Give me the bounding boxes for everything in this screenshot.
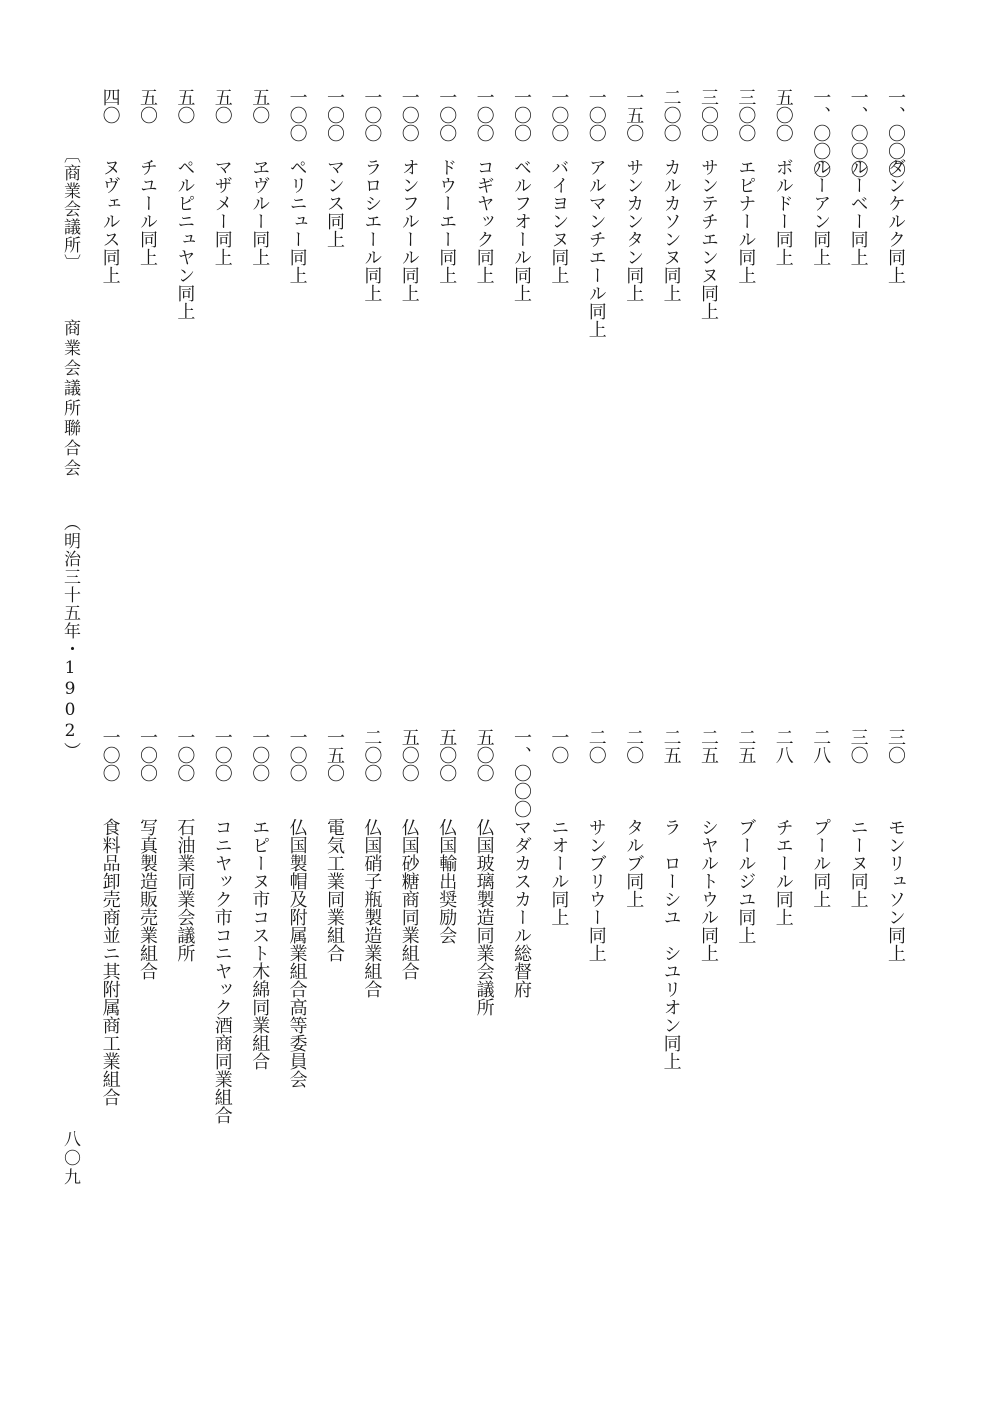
entry-name: 仏国製帽及附属業組合高等委員会 bbox=[286, 818, 308, 1088]
entry-name: ルーアン同上 bbox=[810, 158, 832, 266]
lower-entry bbox=[843, 728, 873, 1188]
entry-name: コニヤック市コニヤック酒商同業組合 bbox=[211, 818, 233, 1124]
entry-name: オンフルール同上 bbox=[398, 158, 420, 302]
entry-name: 仏国砂糖商同業組合 bbox=[398, 818, 420, 980]
upper-entry bbox=[469, 88, 499, 508]
entry-amount: 一、〇〇〇 bbox=[885, 88, 906, 178]
entry-name: モンリュソン同上 bbox=[885, 818, 906, 962]
entry-name: 電気工業同業組合 bbox=[324, 818, 345, 962]
entry-amount: 一、〇〇〇 bbox=[810, 88, 832, 178]
entry-amount: 一〇〇 bbox=[211, 728, 233, 782]
entry-name: プール同上 bbox=[810, 818, 832, 908]
page-number: 八〇九 bbox=[60, 1130, 80, 1187]
running-head bbox=[52, 146, 78, 760]
upper-entry bbox=[282, 88, 312, 508]
upper-entry bbox=[394, 88, 424, 508]
entry-amount: 一〇〇 bbox=[361, 88, 383, 142]
lower-entry bbox=[431, 728, 461, 1188]
entry-amount: 一〇〇 bbox=[511, 88, 532, 142]
entry-name: バイヨンヌ同上 bbox=[548, 158, 570, 284]
entry-amount: 五〇〇 bbox=[398, 728, 420, 782]
entry-amount: 一五〇 bbox=[623, 88, 645, 142]
entry-name: シヤルトウル同上 bbox=[698, 818, 719, 962]
entry-name: 写真製造販売業組合 bbox=[137, 818, 158, 980]
entry-name: 仏国輸出奨励会 bbox=[436, 818, 458, 944]
upper-entry bbox=[730, 88, 760, 508]
entry-amount: 二〇〇 bbox=[361, 728, 383, 782]
entry-name: カルカソンヌ同上 bbox=[660, 158, 682, 302]
upper-entry bbox=[431, 88, 461, 508]
entry-amount: 一五〇 bbox=[324, 728, 345, 782]
lower-entry bbox=[618, 728, 648, 1188]
upper-entry bbox=[356, 88, 386, 508]
entry-amount: 一〇〇 bbox=[137, 728, 158, 782]
entry-amount: 五〇 bbox=[211, 88, 233, 124]
entry-amount: 二五 bbox=[698, 728, 719, 764]
entry-name: エピナール同上 bbox=[735, 158, 757, 284]
lower-entry bbox=[506, 728, 536, 1188]
entry-amount: 一〇〇 bbox=[286, 728, 308, 782]
entry-name: ペリニュー同上 bbox=[286, 158, 308, 284]
edition-year: （明治三十五年・1902） bbox=[60, 514, 80, 760]
entry-amount: 二八 bbox=[810, 728, 832, 764]
lower-entry bbox=[132, 728, 162, 1188]
entry-amount: 一〇〇 bbox=[249, 728, 271, 782]
entry-amount: 一〇 bbox=[548, 728, 570, 764]
entry-amount: 五〇 bbox=[137, 88, 158, 124]
lower-entry bbox=[730, 728, 760, 1188]
entry-amount: 五〇〇 bbox=[772, 88, 794, 142]
entry-amount: 三〇〇 bbox=[735, 88, 757, 142]
upper-entry bbox=[543, 88, 573, 508]
lower-entry bbox=[581, 728, 611, 1188]
entry-amount: 三〇〇 bbox=[698, 88, 719, 142]
lower-entry bbox=[693, 728, 723, 1188]
entry-amount: 二五 bbox=[735, 728, 757, 764]
entry-amount: 二八 bbox=[772, 728, 794, 764]
upper-entry bbox=[768, 88, 798, 508]
lower-entry bbox=[95, 728, 125, 1188]
entry-name: アルマンチエール同上 bbox=[585, 158, 607, 338]
entry-name: ヌヴェルス同上 bbox=[99, 158, 121, 284]
lower-entry bbox=[805, 728, 835, 1188]
entry-name: チエール同上 bbox=[772, 818, 794, 926]
lower-entry bbox=[394, 728, 424, 1188]
entry-name: ニオール同上 bbox=[548, 818, 570, 926]
upper-entry bbox=[880, 88, 910, 508]
upper-entry bbox=[618, 88, 648, 508]
entry-name: ブールジユ同上 bbox=[735, 818, 757, 944]
entry-amount: 二〇〇 bbox=[660, 88, 682, 142]
upper-entry bbox=[843, 88, 873, 508]
entry-amount: 一〇〇 bbox=[286, 88, 308, 142]
entry-name: ダンケルク同上 bbox=[885, 158, 906, 284]
entry-amount: 五〇〇 bbox=[436, 728, 458, 782]
entry-amount: 五〇 bbox=[249, 88, 271, 124]
upper-entry bbox=[207, 88, 237, 508]
entry-name: マダカスカール総督府 bbox=[511, 818, 532, 998]
lower-entry bbox=[356, 728, 386, 1188]
entry-amount: 一〇〇 bbox=[548, 88, 570, 142]
entry-name: エピーヌ市コスト木綿同業組合 bbox=[249, 818, 271, 1070]
upper-entry bbox=[506, 88, 536, 508]
lower-entry bbox=[244, 728, 274, 1188]
entry-name: ペルピニュヤン同上 bbox=[174, 158, 196, 320]
publisher-name: 商業会議所聯合会 bbox=[60, 319, 80, 479]
entry-name: 仏国玻璃製造同業会議所 bbox=[473, 818, 495, 1016]
entry-name: サンブリウー同上 bbox=[585, 818, 607, 962]
entry-amount: 五〇〇 bbox=[473, 728, 495, 782]
entry-amount: 四〇 bbox=[99, 88, 121, 124]
entry-name: ベルフオール同上 bbox=[511, 158, 532, 302]
lower-entry bbox=[880, 728, 910, 1188]
entry-name: ラ ローシユ シユリオン同上 bbox=[660, 818, 682, 1070]
upper-entry bbox=[319, 88, 349, 508]
upper-entry bbox=[169, 88, 199, 508]
entry-name: ラロシエール同上 bbox=[361, 158, 383, 302]
entry-amount: 一、〇〇〇 bbox=[847, 88, 869, 178]
entry-name: サンカンタン同上 bbox=[623, 158, 645, 302]
entry-name: ドウーエー同上 bbox=[436, 158, 458, 284]
upper-entry bbox=[95, 88, 125, 508]
entry-name: コギヤック同上 bbox=[473, 158, 495, 284]
entry-amount: 二〇 bbox=[623, 728, 645, 764]
upper-entry bbox=[656, 88, 686, 508]
entry-name: チユール同上 bbox=[137, 158, 158, 266]
lower-entry bbox=[469, 728, 499, 1188]
entry-amount: 一〇〇 bbox=[174, 728, 196, 782]
upper-entry bbox=[805, 88, 835, 508]
entry-amount: 三〇 bbox=[885, 728, 906, 764]
section-title: 〔商業会議所〕 bbox=[60, 146, 80, 272]
lower-entry bbox=[282, 728, 312, 1188]
entry-amount: 三〇 bbox=[847, 728, 869, 764]
entry-name: マザメー同上 bbox=[211, 158, 233, 266]
entry-amount: 一〇〇 bbox=[436, 88, 458, 142]
lower-entry bbox=[543, 728, 573, 1188]
entry-name: ルーベー同上 bbox=[847, 158, 869, 266]
upper-entry bbox=[132, 88, 162, 508]
entry-amount: 二五 bbox=[660, 728, 682, 764]
entry-amount: 一〇〇 bbox=[473, 88, 495, 142]
entry-name: サンテチエンヌ同上 bbox=[698, 158, 719, 320]
entry-amount: 一〇〇 bbox=[585, 88, 607, 142]
entry-name: ヱヴルー同上 bbox=[249, 158, 271, 266]
entry-name: 食料品卸売商並ニ其附属商工業組合 bbox=[99, 818, 121, 1106]
entry-name: ボルドー同上 bbox=[772, 158, 794, 266]
entry-name: ニーヌ同上 bbox=[847, 818, 869, 908]
lower-entry bbox=[656, 728, 686, 1188]
upper-entry bbox=[581, 88, 611, 508]
lower-entry bbox=[169, 728, 199, 1188]
entry-amount: 一〇〇 bbox=[324, 88, 345, 142]
entry-name: 石油業同業会議所 bbox=[174, 818, 196, 962]
entry-amount: 五〇 bbox=[174, 88, 196, 124]
entry-amount: 一〇〇 bbox=[99, 728, 121, 782]
lower-entry bbox=[207, 728, 237, 1188]
lower-entry bbox=[319, 728, 349, 1188]
entry-amount: 一〇〇 bbox=[398, 88, 420, 142]
upper-entry bbox=[244, 88, 274, 508]
lower-entry bbox=[768, 728, 798, 1188]
entry-name: 仏国硝子瓶製造業組合 bbox=[361, 818, 383, 998]
entry-amount: 一、〇〇〇 bbox=[511, 728, 532, 818]
entry-name: タルブ同上 bbox=[623, 818, 645, 908]
upper-entry bbox=[693, 88, 723, 508]
entry-name: マンス同上 bbox=[324, 158, 345, 248]
entry-amount: 二〇 bbox=[585, 728, 607, 764]
